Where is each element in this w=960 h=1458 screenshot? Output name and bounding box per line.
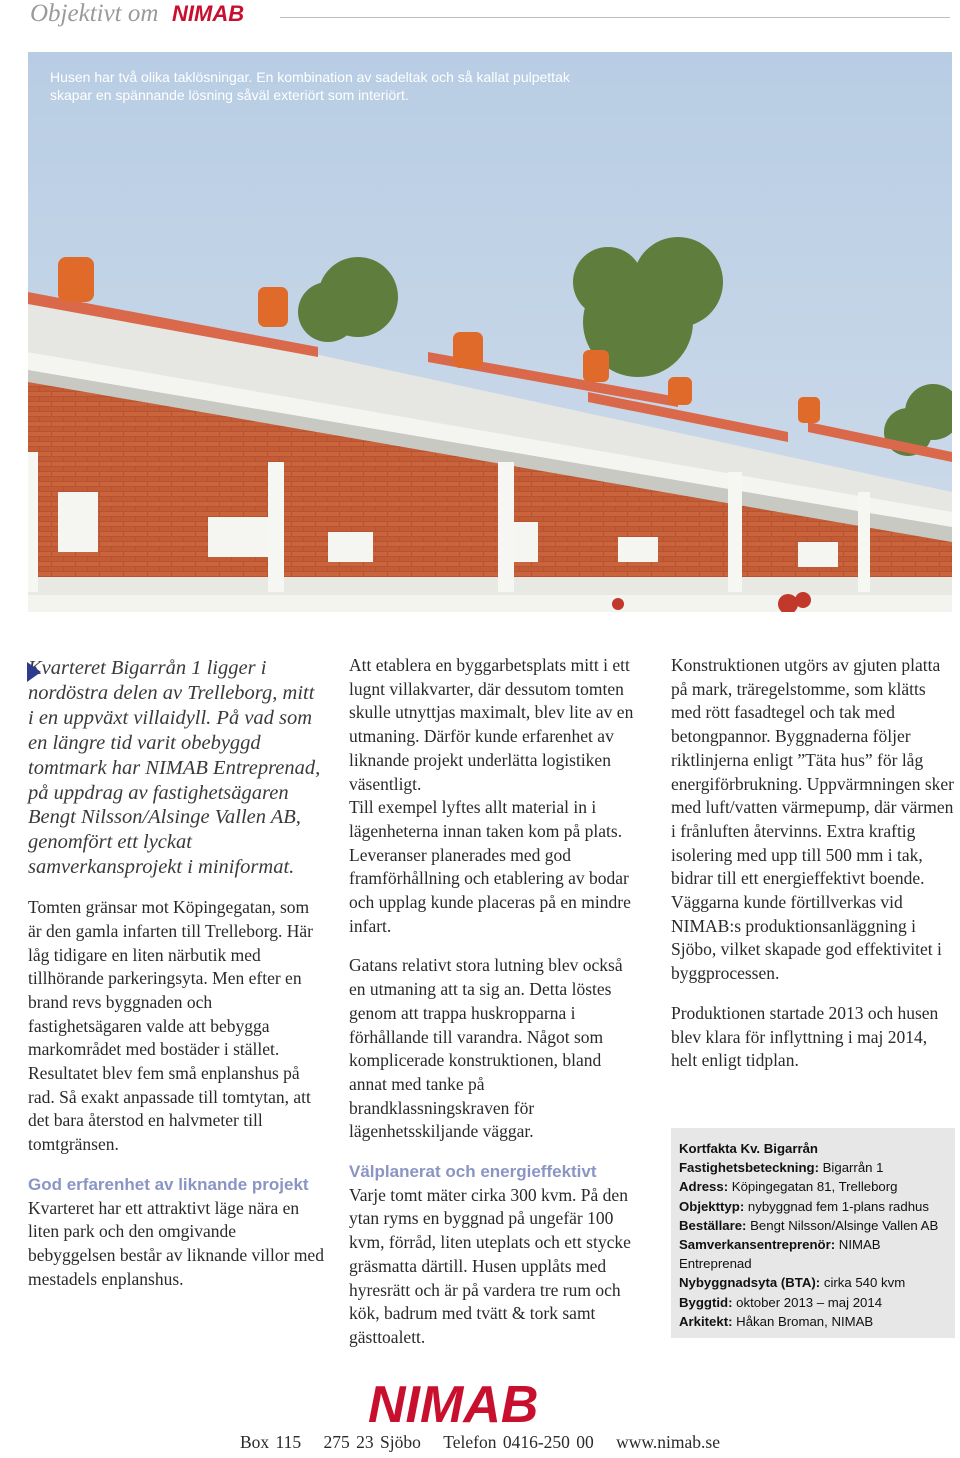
bullet-arrow-icon	[27, 662, 41, 682]
fact-row	[679, 1312, 947, 1331]
fact-value: Håkan Broman, NIMAB	[736, 1313, 874, 1329]
fact-value: cirka 540 kvm	[823, 1275, 906, 1291]
fact-label: Arkitekt:	[679, 1313, 733, 1329]
fact-row	[679, 1235, 947, 1273]
column-3-paragraph-2: Produktionen startade 2013 och husen blev klara för inflyttning i maj 2014, helt enligt tidplan.	[671, 1002, 939, 1071]
fact-label: Fastighetsbeteckning:	[679, 1160, 819, 1176]
fact-label: Nybyggnadsyta (BTA):	[679, 1275, 821, 1291]
fact-label: Adress:	[679, 1179, 729, 1195]
fact-label: Beställare:	[679, 1217, 747, 1233]
header-rule	[280, 17, 950, 18]
hero-photo	[28, 52, 952, 612]
fact-row	[679, 1177, 947, 1196]
column-1	[28, 656, 324, 1291]
footer-web-link[interactable]: www.nimab.se	[616, 1432, 721, 1452]
fact-value: NIMAB Entreprenad	[679, 1237, 881, 1272]
footer-contact	[0, 1432, 960, 1453]
fact-label: Samverkansentreprenör:	[679, 1237, 836, 1253]
footer-postal: 275 23 Sjöbo	[323, 1432, 421, 1452]
column-1-paragraph-2: Kvarteret har ett attraktivt läge nära en liten park och den omgivande bebyggelsen består av liknande villor med mestadels enplanshus.	[28, 1197, 324, 1289]
fact-label: Byggtid:	[679, 1294, 733, 1310]
fact-row	[679, 1293, 947, 1312]
column-3-paragraph-1: Konstruktionen utgörs av gjuten platta på mark, träregelstomme, som klätts med rött fasadtegel och tak med betongpannor. Byggnaderna följer riktlinjerna enligt ”Täta hus” för låg energiförbrukning. Uppvärmningen sker med luft/vatten värmepump, där värmen i frånluften återvinns. Extra kraftig isolering med upp till 500 mm i tak, bidrar till ett energieffektivt boende. Väggarna kunde förtillverkas vid NIMAB:s produktionsanläggning i Sjöbo, vilket skapade god effektivitet i byggprocessen.	[671, 655, 955, 984]
header-title: Objektivt om	[30, 0, 159, 27]
fact-row	[679, 1216, 947, 1235]
footer-brand-text: NIMAB	[368, 1378, 539, 1428]
fact-value: Bigarrån 1	[822, 1160, 884, 1176]
column-2-paragraph-3: Gatans relativt stora lutning blev också en utmaning att ta sig an. Detta löstes genom att trappa huskropparna i förhållande till varandra. Något som komplicerade konstruktionen, bland annat med tanke på brandklassningskraven för lägenhetsskiljande väggar.	[349, 955, 623, 1142]
fact-label: Objekttyp:	[679, 1198, 745, 1214]
fact-row	[679, 1197, 947, 1216]
column-2-heading: Välplanerat och energieffektivt	[349, 1162, 597, 1182]
fact-row	[679, 1158, 947, 1177]
lead-paragraph: Kvarteret Bigarrån 1 ligger i nordöstra delen av Trelleborg, mitt i en uppväxt villaidyll. På vad som en längre tid varit obebyggd tomtmark har NIMAB Entreprenad, på uppdrag av fastighetsägaren Bengt Nilsson/Alsinge Vallen AB, genomfört ett lyckat samverkansprojekt i miniformat.	[28, 657, 321, 879]
column-2-paragraph-2: Till exempel lyftes allt material in i lägenheterna innan taken kom på plats. Leveranser planerades med god framförhållning och etablering av bodar och upplag kunde placeras på en mindre infart.	[349, 797, 631, 936]
fact-value: Köpingegatan 81, Trelleborg	[731, 1179, 898, 1195]
fact-box-title: Kortfakta Kv. Bigarrån	[679, 1141, 818, 1156]
fact-value: Bengt Nilsson/Alsinge Vallen AB	[750, 1217, 939, 1233]
photo-caption: Husen har två olika taklösningar. En kombination av sadeltak och så kallat pulpettak skapar en spännande lösning såväl exteriört som interiört.	[50, 69, 570, 103]
footer-phone: Telefon 0416-250 00	[443, 1432, 594, 1452]
column-3	[671, 654, 955, 1073]
column-2	[349, 654, 641, 1350]
footer-box: Box 115	[239, 1432, 302, 1452]
nimab-logo-small	[172, 2, 280, 28]
nimab-logo-large	[368, 1378, 618, 1432]
column-2-paragraph-1: Att etablera en byggarbetsplats mitt i ett lugnt villakvarter, där dessutom tomten skulle utnyttjas maximalt, blev lite av en utmaning. Därför kunde erfarenhet av liknande projekt underlätta logistiken väsentligt.	[349, 655, 634, 794]
column-2-paragraph-4: Varje tomt mäter cirka 300 kvm. På den ytan ryms en byggnad på ungefär 100 kvm, förråd, liten uteplats och ett stycke gräsmatta därtill. Husen upplåts med hyresrätt och är på vardera tre rum och kök, badrum med tvätt & tork samt gästtoalett.	[349, 1184, 631, 1347]
column-1-paragraph-1: Tomten gränsar mot Köpingegatan, som är den gamla infarten till Trelleborg. Här låg tidigare en liten närbutik med tillhörande parkeringsyta. Men efter en brand revs byggnaden och fastighetsägaren valde att bebygga markområdet med bostäder i stället. Resultatet blev fem små enplanshus på rad. Så exakt anpassade till tomtytan, att det bara återstod en halvmeter till tomtgränsen.	[28, 897, 313, 1155]
fact-value: oktober 2013 – maj 2014	[736, 1294, 883, 1310]
header-brand-text: NIMAB	[172, 2, 245, 24]
fact-value: nybyggnad fem 1-plans radhus	[747, 1198, 929, 1214]
fact-box	[671, 1128, 955, 1338]
column-1-heading: God erfarenhet av liknande projekt	[28, 1174, 309, 1194]
fact-row	[679, 1273, 947, 1292]
